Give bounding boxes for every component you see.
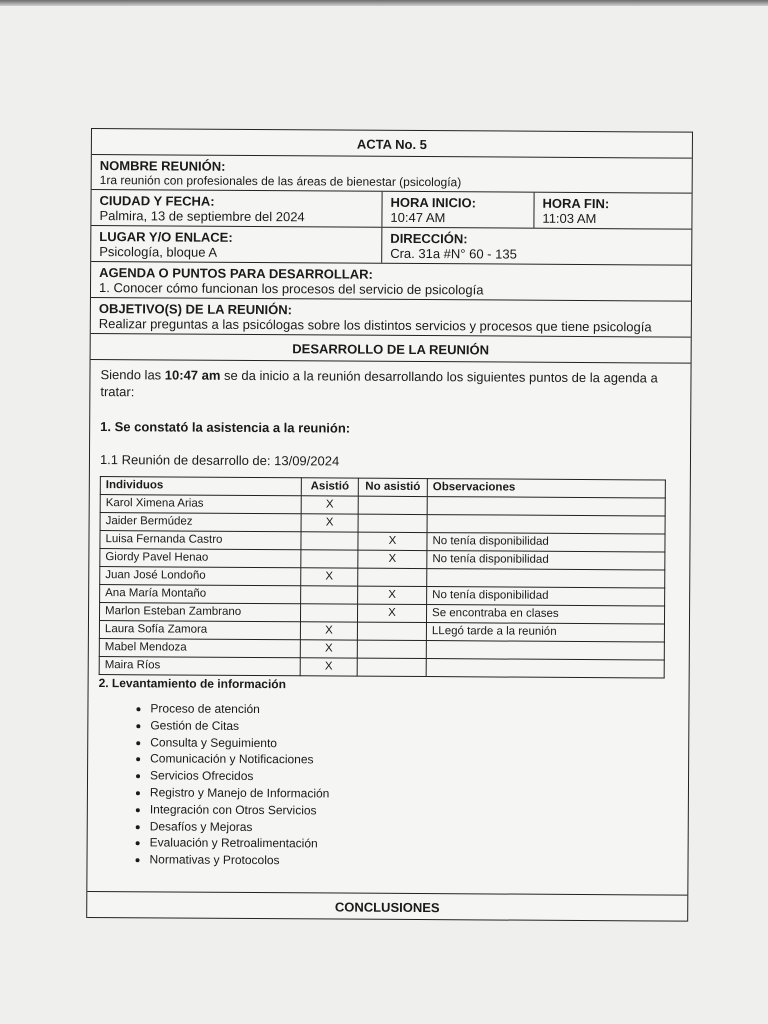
cell-observaciones	[426, 659, 664, 678]
cell-individuo: Luisa Fernanda Castro	[100, 531, 301, 550]
lugar-cell	[91, 226, 381, 263]
agenda-value: 1. Conocer cómo funcionan los procesos del servicio de psicología	[98, 280, 484, 298]
header-observaciones: Observaciones	[427, 479, 665, 498]
cell-individuo: Mabel Mendoza	[99, 639, 300, 658]
cell-individuo: Karol Ximena Arias	[100, 495, 301, 514]
list-item: • Desafíos y Mejoras	[150, 818, 680, 838]
header-asistio: Asistió	[301, 478, 358, 496]
topics-list	[97, 700, 680, 872]
nombre-label: NOMBRE REUNIÓN:	[99, 158, 226, 174]
cell-asistio	[301, 532, 358, 550]
hora-inicio-value: 10:47 AM	[390, 209, 446, 226]
objetivo-label: OBJETIVO(S) DE LA REUNIÓN:	[98, 301, 293, 318]
cell-asistio	[301, 550, 358, 568]
list-item: • Integración con Otros Servicios	[150, 801, 680, 821]
point-1-heading: 1. Se constató la asistencia a la reunión:	[100, 419, 351, 436]
cell-observaciones	[427, 569, 665, 588]
hora-inicio-cell	[381, 192, 533, 228]
ciudad-label: CIUDAD Y FECHA:	[99, 193, 215, 209]
cell-observaciones: No tenía disponibilidad	[427, 533, 665, 552]
conclusiones-title: CONCLUSIONES	[87, 892, 687, 922]
header-individuos: Individuos	[100, 477, 301, 496]
header-no-asistio: No asistió	[358, 478, 427, 496]
cell-no-asistio	[357, 658, 426, 676]
cell-individuo: Laura Sofía Zamora	[99, 621, 300, 640]
direccion-value: Cra. 31a #N° 60 - 135	[390, 245, 517, 262]
agenda-label: AGENDA O PUNTOS PARA DESARROLLAR:	[99, 265, 373, 282]
cell-asistio: X	[301, 496, 358, 514]
hora-fin-label: HORA FIN:	[542, 195, 610, 212]
hora-fin-cell	[533, 193, 691, 229]
nombre-reunion-row	[92, 155, 692, 194]
scan-edge	[0, 0, 768, 6]
cell-observaciones: LLegó tarde a la reunión	[426, 623, 664, 642]
cell-no-asistio	[358, 514, 427, 532]
ciudad-value: Palmira, 13 de septiembre del 2024	[99, 208, 305, 225]
direccion-cell	[381, 228, 691, 265]
cell-asistio: X	[301, 514, 358, 532]
hora-fin-value: 11:03 AM	[542, 210, 597, 227]
list-item: • Consulta y Seguimiento	[150, 734, 680, 754]
list-item: • Gestión de Citas	[150, 717, 680, 737]
cell-observaciones: Se encontraba en clases	[426, 605, 664, 624]
point-2-heading: 2. Levantamiento de información	[98, 676, 287, 692]
list-item: • Comunicación y Notificaciones	[150, 751, 680, 771]
desarrollo-title: DESARROLLO DE LA REUNIÓN	[91, 334, 691, 364]
meeting-minutes-form	[86, 128, 693, 922]
cell-no-asistio: X	[357, 604, 426, 622]
intro-pre: Siendo las	[100, 367, 165, 383]
desarrollo-body	[87, 360, 690, 896]
intro-time: 10:47 am	[164, 367, 221, 383]
agenda-row	[91, 262, 691, 302]
cell-asistio: X	[300, 640, 357, 658]
cell-no-asistio	[358, 496, 427, 514]
acta-title: ACTA No. 5	[92, 129, 692, 159]
cell-individuo: Juan José Londoño	[100, 567, 301, 586]
cell-no-asistio	[357, 622, 426, 640]
intro-paragraph	[100, 366, 682, 404]
cell-individuo: Jaider Bermúdez	[100, 513, 301, 532]
lugar-direccion-row	[91, 226, 691, 266]
cell-no-asistio: X	[358, 550, 427, 568]
cell-observaciones: No tenía disponibilidad	[427, 551, 665, 570]
list-item: • Proceso de atención	[150, 700, 680, 720]
intro-post: se da inicio a la reunión desarrollando los siguientes puntos de la agenda a tratar:	[100, 367, 658, 400]
cell-no-asistio	[358, 568, 427, 586]
list-item: • Evaluación y Retroalimentación	[150, 835, 680, 855]
cell-individuo: Giordy Pavel Henao	[100, 549, 301, 568]
nombre-value: 1ra reunión con profesionales de las áreas de bienestar (psicología)	[99, 173, 462, 190]
list-item: • Normativas y Protocolos	[149, 852, 679, 872]
cell-observaciones: No tenía disponibilidad	[427, 587, 665, 606]
cell-observaciones	[427, 497, 665, 516]
cell-no-asistio	[357, 640, 426, 658]
point-1-1: 1.1 Reunión de desarrollo de: 13/09/2024	[99, 452, 340, 469]
list-item: • Servicios Ofrecidos	[150, 768, 680, 788]
lugar-label: LUGAR Y/O ENLACE:	[99, 229, 233, 245]
cell-no-asistio: X	[358, 532, 427, 550]
cell-asistio: X	[301, 568, 358, 586]
attendance-table	[99, 476, 666, 678]
cell-individuo: Marlon Esteban Zambrano	[99, 603, 300, 622]
cell-observaciones	[427, 515, 665, 534]
cell-asistio	[301, 586, 358, 604]
cell-no-asistio: X	[358, 586, 427, 604]
list-item: • Registro y Manejo de Información	[150, 784, 680, 804]
cell-individuo: Ana María Montaño	[100, 585, 301, 604]
ciudad-cell	[91, 190, 381, 227]
cell-asistio	[300, 604, 357, 622]
cell-asistio: X	[300, 658, 357, 676]
direccion-label: DIRECCIÓN:	[390, 230, 468, 247]
hora-inicio-label: HORA INICIO:	[390, 194, 477, 211]
cell-individuo: Maira Ríos	[99, 657, 300, 676]
ciudad-hora-row	[91, 190, 691, 230]
cell-observaciones	[426, 641, 664, 660]
objetivo-row	[91, 298, 691, 338]
cell-asistio: X	[300, 622, 357, 640]
lugar-value: Psicología, bloque A	[99, 244, 218, 260]
objetivo-value: Realizar preguntas a las psicólogas sobre los distintos servicios y procesos que tiene psicología	[98, 316, 652, 335]
